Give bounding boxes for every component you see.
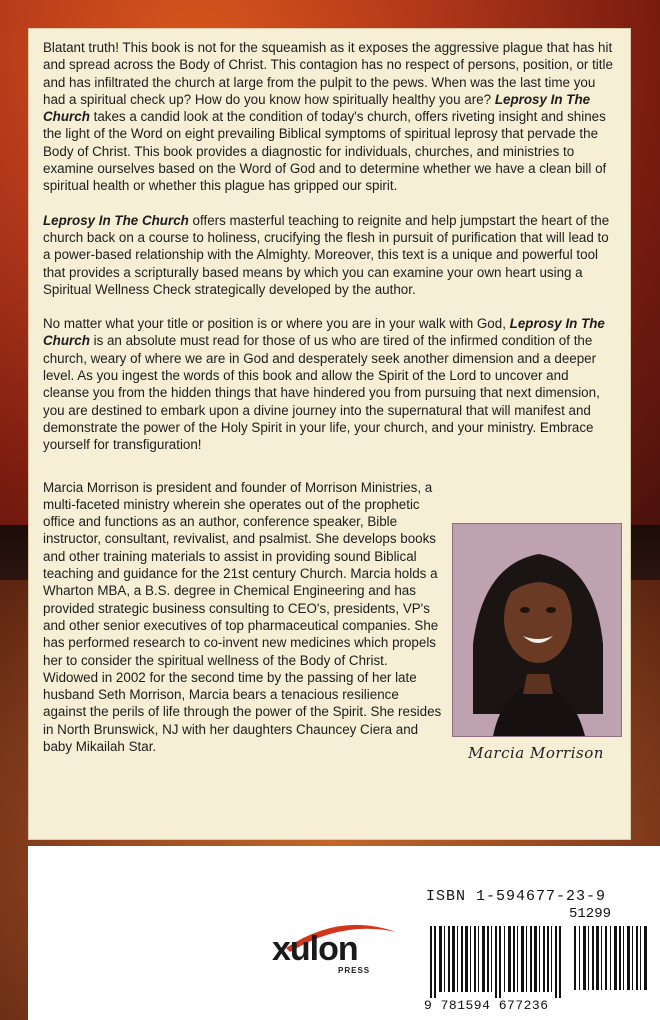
isbn-label: ISBN 1-594677-23-9: [426, 888, 607, 905]
blurb-paragraph-2: [43, 212, 616, 298]
blurb-text: is an absolute must read for those of us who are tired of the infirmed condition of the church, weary of where we are in God and desperately seek another dimension and a deeper level. As you ingest the words of this book and allow the Spirit of the Lord to uncover and cleanse you from the hidden things that have hindered you from pursuing that next dimension, you are destined to embark upon a divine journey into the supernatural that will manifest and demonstrate the power of the Holy Spirit in your life, your church, and your ministry. Embrace yourself for transfiguration!: [43, 333, 600, 453]
author-bio-text: Marcia Morrison is president and founder of Morrison Ministries, a multi-faceted ministry wherein she operates out of the prophetic office and functions as an author, conference speaker, Bible instructor, consultant, revivalist, and psalmist. She develops books and other training materials to assist in providing sound Biblical teaching and guidance for the 21st century Church. Marcia holds a Wharton MBA, a B.S. degree in Chemical Engineering and has provided strategic business consulting to CEO's, presidents, VP's and other senior executives of top pharmaceutical companies. She has performed research to co-invent new medicines which propels her to consider the spiritual wellness of the Body of Christ. Widowed in 2002 for the second time by the passing of her late husband Seth Morrison, Marcia bears a tenacious resilience against the perils of life through the power of the Spirit. She resides in North Brunswick, NJ with her daughters Chauncey Ciera and baby Mikailah Star.: [43, 479, 442, 754]
book-title-inline: Leprosy In The Church: [43, 212, 189, 228]
price-code: 51299: [569, 906, 612, 922]
barcode-box: [420, 882, 660, 1020]
book-title-inline: Leprosy In The Church: [43, 91, 591, 125]
back-cover-text-panel: [28, 28, 631, 840]
blurb-text: Blatant truth! This book is not for the squeamish as it exposes the aggressive plague that has hit and spread across the Body of Christ. This contagion has no respect of persons, position, or title and has infiltrated the church at large from the pulpit to the pews. When was the last time you had a spiritual check up? How do you know how spiritually healthy you are?: [43, 40, 613, 107]
author-signature: Marcia Morrison: [468, 743, 604, 762]
book-title-inline: Leprosy In The Church: [43, 316, 605, 349]
blurb-text: takes a candid look at the condition of today's church, offers riveting insight and shines the light of the Word on eight prevailing Biblical symptoms of spiritual leprosy that pervade the Body of Christ. This book provides a diagnostic for individuals, churches, and ministries to examine ourselves based on the Word of God and to determine whether we have a clean bill of spiritual health or whether this plague has gripped our spirit.: [43, 109, 607, 194]
blurb-paragraph-3: [43, 315, 616, 453]
author-photo: [452, 523, 622, 737]
blurb-paragraph-1: [43, 39, 616, 195]
publisher-logo: [272, 922, 402, 982]
publisher-logo-sub: PRESS: [338, 966, 371, 975]
author-photo-block: [452, 523, 620, 762]
publisher-logo-word: xulon: [272, 930, 358, 968]
blurb-text: offers masterful teaching to reignite and help jumpstart the heart of the church back on a course to holiness, crucifying the flesh in pursuit of purification that will lead to a power-based relationship with the Almighty. Moreover, this text is a unique and powerful tool that provides a scripturally based means by which you can examine your own heart using a Spiritual Wellness Check strategically developed by the author.: [43, 212, 610, 297]
author-bio: [43, 479, 616, 762]
barcode-bars: [424, 926, 656, 998]
ean-digits: 9 781594 677236: [424, 998, 549, 1013]
blurb-text: No matter what your title or position is or where you are in your walk with God,: [43, 316, 510, 332]
